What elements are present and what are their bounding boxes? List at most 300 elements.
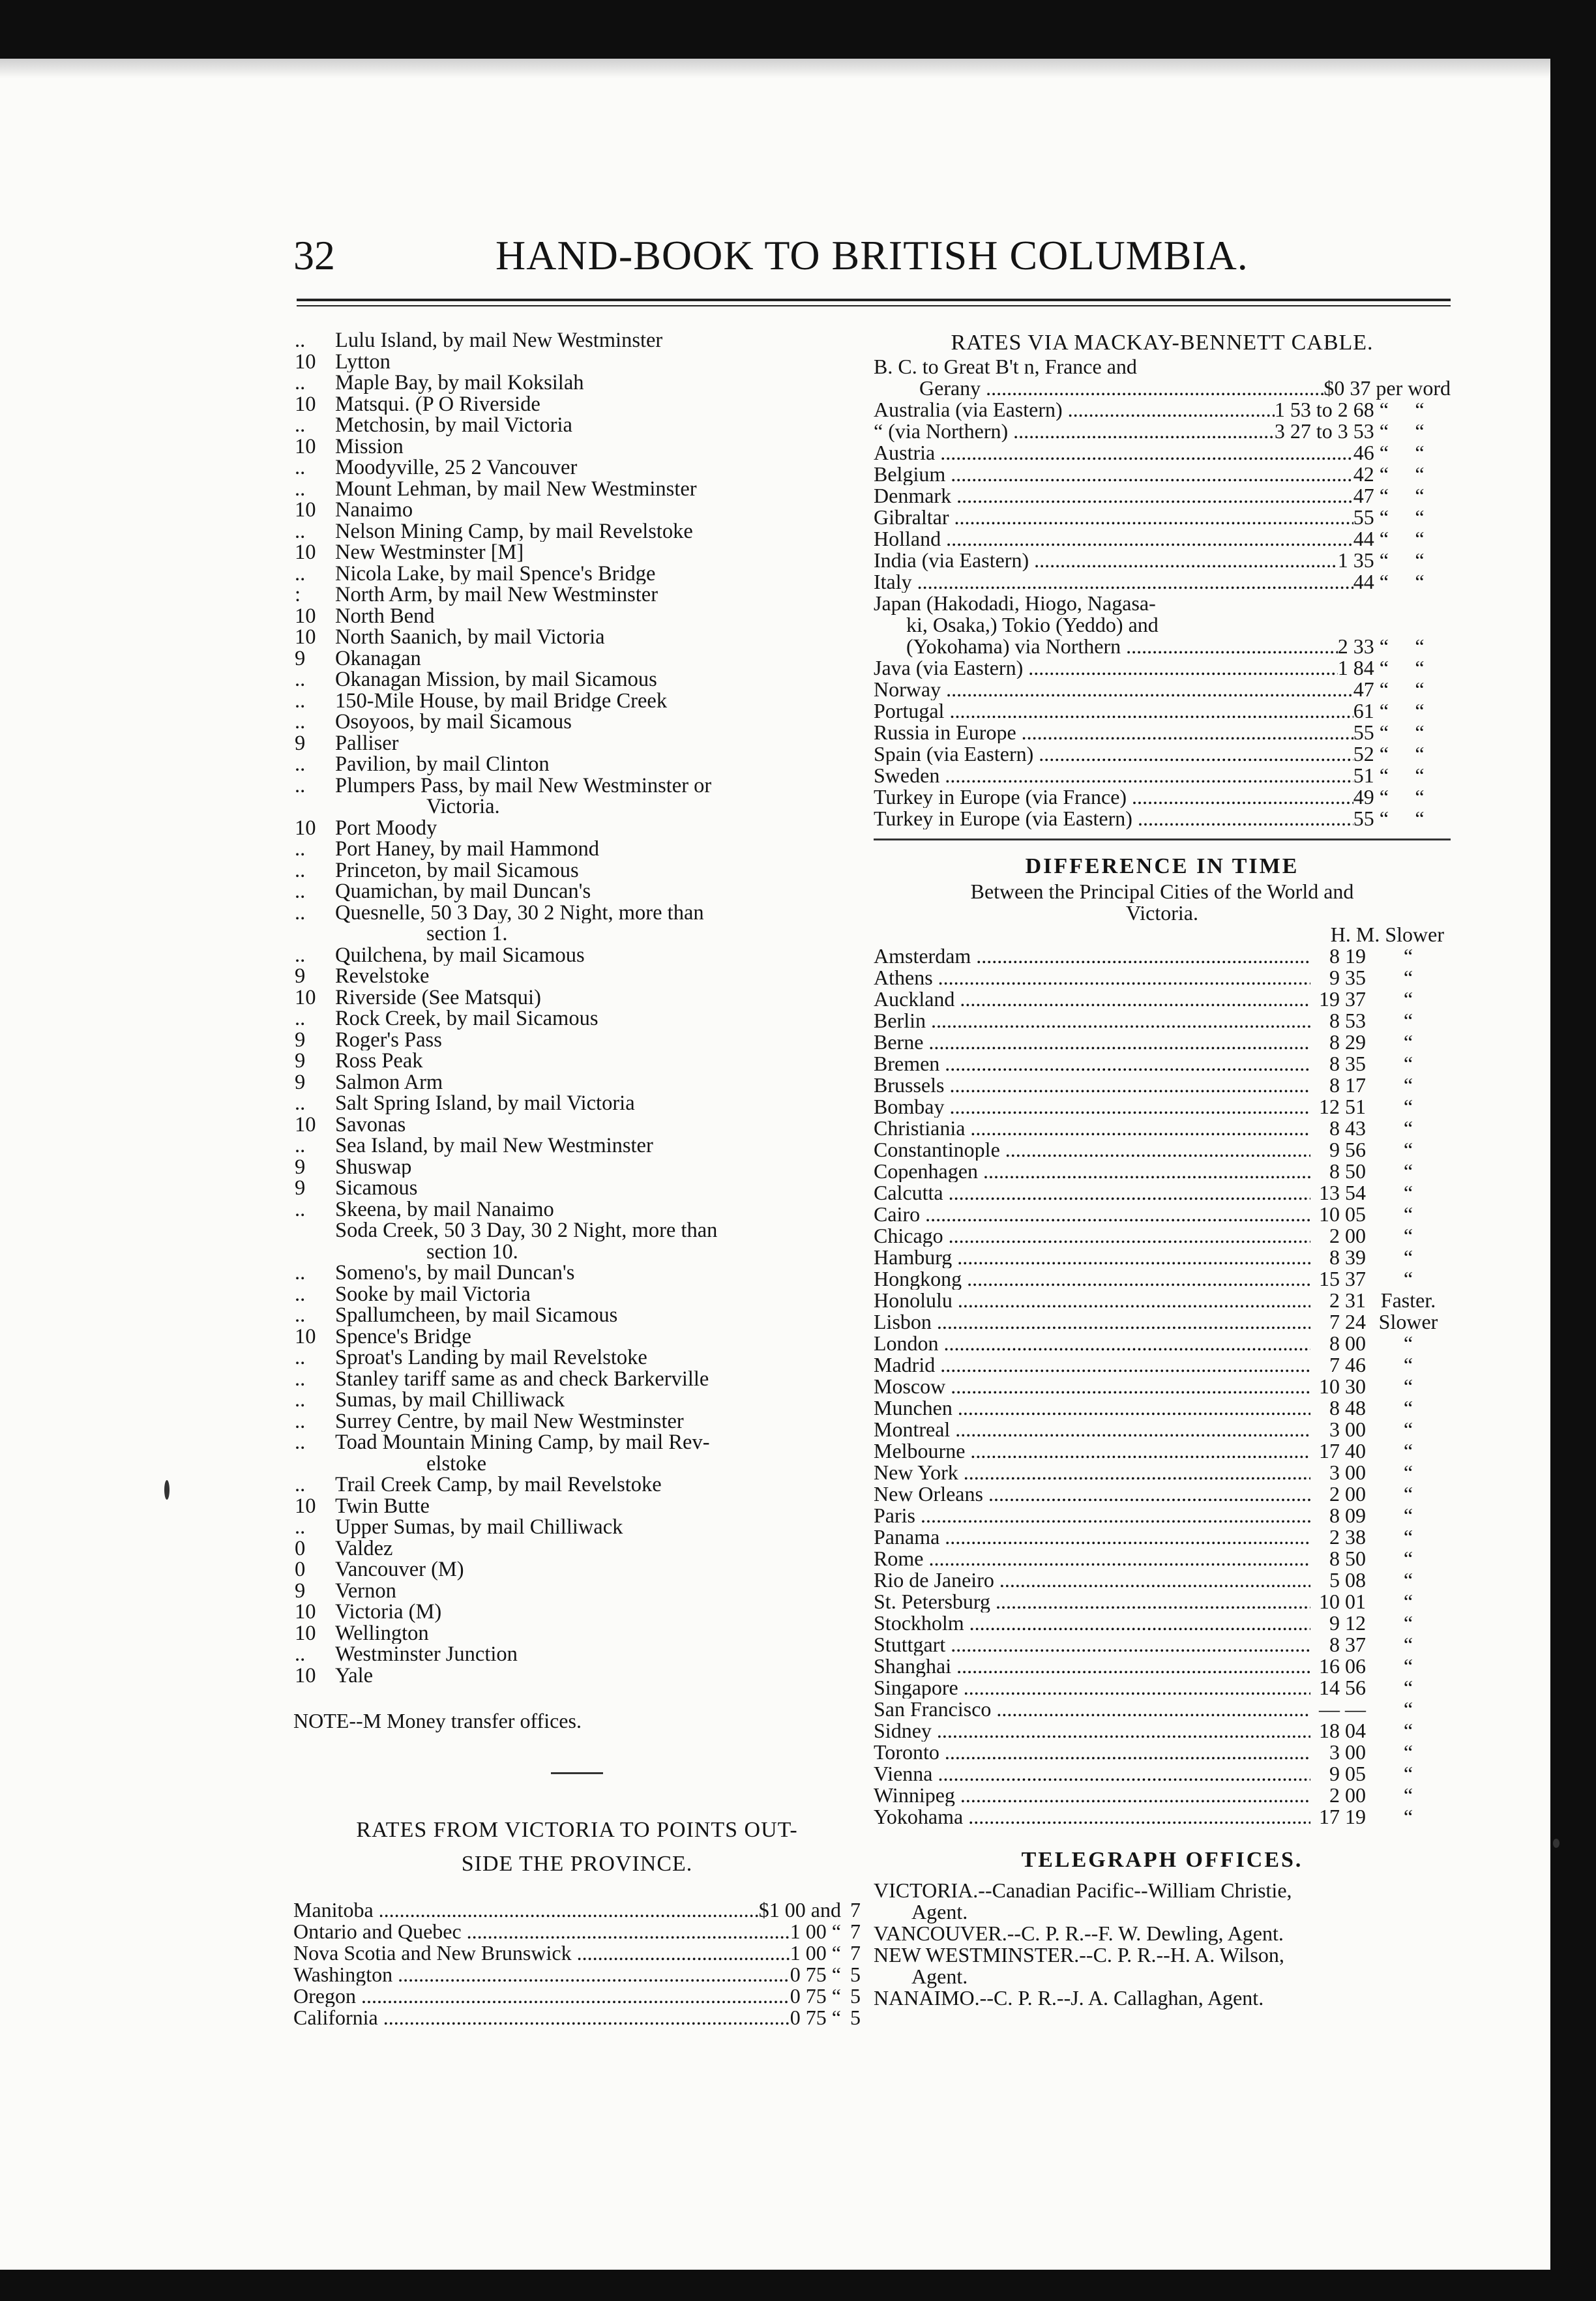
time-row [874, 1548, 1451, 1569]
cable-japan-1: Japan (Hakodadi, Hiogo, Nagasa- [874, 591, 1156, 615]
cable-rate: 42 “ [1353, 462, 1389, 486]
time-hm: 2 00 [1329, 1482, 1366, 1506]
cable-place: India (via Eastern) ..... [874, 550, 1338, 571]
office-place: North Bend [335, 605, 435, 627]
time-city: Hamburg ..... [874, 1247, 1310, 1268]
cable-place: Spain (via Eastern) ..... [874, 743, 1353, 765]
office-entry [293, 1220, 861, 1241]
cable-rate-row [874, 679, 1451, 700]
telegraph-entry [874, 1987, 1451, 2009]
office-entry [293, 1411, 861, 1433]
outside-rate: $1 00 and [758, 1898, 841, 1922]
time-city: Hongkong ..... [874, 1268, 1310, 1290]
office-place: Spallumcheen, by mail Sicamous [335, 1305, 618, 1326]
office-rate: 10 [295, 1495, 316, 1517]
time-hm: 7 46 [1329, 1353, 1366, 1376]
office-entry [293, 775, 861, 797]
office-entry [293, 1538, 861, 1560]
office-rate: .. [295, 1135, 306, 1157]
time-mark: “ [1403, 1482, 1413, 1506]
office-rate: 10 [295, 542, 316, 563]
cable-japan-row [874, 636, 1451, 657]
outside-rate: 1 00 “ [790, 1920, 841, 1943]
cable-place: Denmark ..... [874, 485, 1353, 507]
time-subtitle-2: Victoria. [1126, 901, 1198, 925]
office-entry [293, 1008, 861, 1030]
cable-rate-row [874, 550, 1451, 571]
office-place: Sumas, by mail Chilliwack [335, 1389, 565, 1411]
office-rate: 10 [295, 351, 316, 372]
outside-place: Washington ..... [293, 1964, 790, 1985]
cable-rate: 52 “ [1353, 742, 1389, 765]
telegraph-city: NANAIMO. [874, 1986, 980, 2010]
outside-extra: 5 [850, 1963, 861, 1986]
office-entry [293, 1623, 861, 1644]
office-place: Vancouver (M) [335, 1559, 464, 1581]
cable-rate: 55 “ [1353, 720, 1389, 744]
time-city: London ..... [874, 1333, 1310, 1354]
office-entry [293, 415, 861, 436]
time-hm: 9 12 [1329, 1611, 1366, 1635]
cable-rate: 55 “ [1353, 505, 1389, 529]
time-mark: “ [1403, 1740, 1413, 1764]
office-rate: .. [295, 1093, 306, 1114]
time-hm: 8 43 [1329, 1116, 1366, 1140]
office-place: Port Haney, by mail Hammond [335, 839, 599, 860]
time-hm: 2 00 [1329, 1224, 1366, 1247]
time-mark: “ [1403, 1159, 1413, 1183]
time-city: Vienna ..... [874, 1763, 1310, 1785]
time-mark: “ [1403, 1052, 1413, 1075]
office-entry [293, 372, 861, 394]
cable-place: Gibraltar ..... [874, 507, 1353, 528]
office-place: North Saanich, by mail Victoria [335, 627, 605, 648]
office-place: Palliser [335, 732, 399, 754]
time-row [874, 1053, 1451, 1075]
office-entry [293, 1665, 861, 1687]
office-rate: .. [295, 330, 306, 351]
time-city: Berne ..... [874, 1032, 1310, 1053]
office-place: Upper Sumas, by mail Chilliwack [335, 1517, 623, 1538]
office-entry [293, 966, 861, 987]
office-place: section 1. [426, 923, 508, 945]
outside-rates-title-2: SIDE THE PROVINCE. [461, 1852, 693, 1876]
office-rate: : [295, 584, 301, 606]
time-city: Paris ..... [874, 1505, 1310, 1526]
time-hm: 8 53 [1329, 1009, 1366, 1032]
office-place: Shuswap [335, 1156, 412, 1178]
cable-mark: “ [1415, 419, 1425, 443]
telegraph-cont: Agent. [911, 1965, 968, 1988]
cable-rate: 47 “ [1353, 484, 1389, 507]
time-hm: 10 30 [1319, 1374, 1366, 1398]
cable-rate: 46 “ [1353, 441, 1389, 464]
office-rate: 10 [295, 499, 316, 521]
outside-rate-row [293, 1985, 861, 2007]
time-row [874, 1505, 1451, 1526]
office-entry [293, 394, 861, 415]
scan-edge-bottom [0, 2270, 1596, 2301]
office-entry [293, 1030, 861, 1051]
office-rate: .. [295, 690, 306, 711]
time-row [874, 1225, 1451, 1247]
office-rate: .. [295, 1368, 306, 1389]
time-row [874, 1268, 1451, 1290]
time-row [874, 1677, 1451, 1699]
time-title: DIFFERENCE IN TIME [1025, 854, 1299, 878]
time-row [874, 1720, 1451, 1742]
cable-rule [874, 839, 1451, 840]
time-city: Lisbon ..... [874, 1311, 1310, 1333]
time-city: Panama ..... [874, 1526, 1310, 1548]
time-hm: 3 00 [1329, 1418, 1366, 1441]
office-entry [293, 1072, 861, 1093]
office-place: 150-Mile House, by mail Bridge Creek [335, 690, 668, 711]
cable-mark: “ [1415, 764, 1425, 787]
office-place: Mount Lehman, by mail New Westminster [335, 478, 697, 499]
cable-mark: “ [1415, 505, 1425, 529]
time-row [874, 945, 1451, 967]
office-place: Quilchena, by mail Sicamous [335, 944, 585, 966]
time-hm: 18 04 [1319, 1719, 1366, 1742]
time-hm: 17 40 [1319, 1439, 1366, 1462]
time-hm: 8 09 [1329, 1504, 1366, 1527]
office-rate: .. [295, 1410, 306, 1432]
time-city: Munchen ..... [874, 1397, 1310, 1419]
time-row [874, 1526, 1451, 1548]
office-place: Matsqui. (P O Riverside [335, 393, 540, 415]
cable-mark: “ [1415, 484, 1425, 507]
office-rate: .. [295, 711, 306, 733]
time-row [874, 1139, 1451, 1161]
time-mark: “ [1403, 1073, 1413, 1097]
time-hm: 14 56 [1319, 1676, 1366, 1699]
office-place: Nelson Mining Camp, by mail Revelstoke [335, 520, 693, 542]
time-mark: “ [1403, 1439, 1413, 1462]
time-city: Moscow ..... [874, 1376, 1310, 1397]
outside-place: California ..... [293, 2007, 790, 2028]
time-mark: “ [1403, 1676, 1413, 1699]
time-row [874, 1161, 1451, 1182]
time-city: Shanghai ..... [874, 1655, 1310, 1677]
office-entry [293, 1135, 861, 1157]
cable-rate: 1 53 to 2 68 “ [1274, 398, 1389, 421]
office-rate: .. [295, 859, 306, 881]
office-place: Nanaimo [335, 499, 413, 521]
office-entry [293, 669, 861, 690]
office-rate: 9 [295, 1029, 306, 1050]
time-hm: 3 00 [1329, 1461, 1366, 1484]
office-place: Salmon Arm [335, 1071, 443, 1093]
time-mark: “ [1403, 1697, 1413, 1721]
header-rule-thin [297, 305, 1451, 306]
telegraph-line [874, 1923, 1451, 1944]
time-row [874, 1075, 1451, 1096]
telegraph-cont: Agent. [911, 1900, 968, 1923]
office-entry [293, 754, 861, 775]
office-entry [293, 1093, 861, 1114]
office-place: Vernon [335, 1580, 396, 1601]
office-rate: 10 [295, 1114, 316, 1135]
office-entry [293, 1305, 861, 1326]
office-place: Victoria. [426, 796, 500, 818]
telegraph-city: NEW WESTMINSTER. [874, 1943, 1080, 1967]
cable-japan-rate: 2 33 “ [1337, 634, 1389, 658]
telegraph-entry [874, 1880, 1451, 1923]
office-place: Stanley tariff same as and check Barkerville [335, 1368, 709, 1389]
cable-place: Turkey in Europe (via Eastern) ..... [874, 808, 1353, 829]
time-mark: “ [1403, 1202, 1413, 1226]
cable-rate: 1 84 “ [1337, 656, 1389, 679]
time-mark: “ [1403, 1805, 1413, 1828]
time-row [874, 1483, 1451, 1505]
cable-intro: B. C. to Great B't n, France and [874, 355, 1137, 378]
telegraph-line [874, 1987, 1451, 2009]
time-mark: “ [1403, 1030, 1413, 1054]
time-row [874, 1742, 1451, 1763]
office-entry [293, 499, 861, 521]
office-rate: 10 [295, 436, 316, 457]
office-rate: 9 [295, 1156, 306, 1178]
time-city: Winnipeg ..... [874, 1785, 1310, 1806]
office-rate: 9 [295, 647, 306, 669]
office-rate: 10 [295, 605, 316, 627]
telegraph-text: --C. P. R.--J. A. Callaghan, Agent. [979, 1986, 1264, 2010]
office-rate: 0 [295, 1537, 306, 1559]
outside-rate: 0 75 “ [790, 2006, 841, 2029]
office-entry [293, 860, 861, 882]
section-divider [551, 1772, 603, 1774]
office-place: Maple Bay, by mail Koksilah [335, 372, 584, 394]
office-place: Spence's Bridge [335, 1326, 471, 1347]
telegraph-line [874, 1944, 1451, 1966]
time-row [874, 1096, 1451, 1118]
outside-extra: 7 [850, 1898, 861, 1922]
time-city: Singapore ..... [874, 1677, 1310, 1699]
office-place: Lytton [335, 351, 391, 372]
time-row [874, 1118, 1451, 1139]
cable-intro-row [874, 378, 1451, 399]
telegraph-text: --C. P. R.--F. W. Dewling, Agent. [1007, 1922, 1284, 1945]
office-place: Moodyville, 25 2 Vancouver [335, 457, 578, 479]
time-hm: 5 08 [1329, 1568, 1366, 1592]
time-hm: 8 00 [1329, 1331, 1366, 1355]
cable-rate: 49 “ [1353, 785, 1389, 809]
time-mark: “ [1403, 1374, 1413, 1398]
time-row [874, 1376, 1451, 1397]
office-place: Port Moody [335, 817, 437, 839]
time-hm: 13 54 [1319, 1181, 1366, 1204]
office-place: Metchosin, by mail Victoria [335, 415, 572, 436]
time-row [874, 1247, 1451, 1268]
outside-extra: 5 [850, 2006, 861, 2029]
time-city: Amsterdam ..... [874, 945, 1310, 967]
time-hm: 2 31 [1329, 1288, 1366, 1312]
time-city: Berlin ..... [874, 1010, 1310, 1032]
time-hm: 8 50 [1329, 1159, 1366, 1183]
outside-extra: 7 [850, 1941, 861, 1965]
time-city: Stockholm ..... [874, 1612, 1310, 1634]
cable-mark: “ [1415, 720, 1425, 744]
cable-mark: “ [1415, 699, 1425, 722]
office-entry [293, 1157, 861, 1178]
time-row [874, 1785, 1451, 1806]
office-entry [293, 351, 861, 373]
time-mark: “ [1403, 1633, 1413, 1656]
office-place: Nicola Lake, by mail Spence's Bridge [335, 563, 656, 584]
time-mark: “ [1403, 1762, 1413, 1785]
time-row [874, 1311, 1451, 1333]
office-place: Osoyoos, by mail Sicamous [335, 711, 572, 733]
office-entry [293, 1114, 861, 1136]
time-city: New York ..... [874, 1462, 1310, 1483]
time-hm: 8 50 [1329, 1547, 1366, 1570]
time-city: Sidney ..... [874, 1720, 1310, 1742]
outside-rate-row [293, 2007, 861, 2028]
time-city: Rio de Janeiro ..... [874, 1569, 1310, 1591]
office-place: Sproat's Landing by mail Revelstoke [335, 1347, 647, 1369]
office-entry [293, 923, 861, 945]
time-mark: “ [1403, 1547, 1413, 1570]
telegraph-text: --C. P. R.--H. A. Wilson, [1079, 1943, 1284, 1967]
cable-rate-row [874, 743, 1451, 765]
time-hm: 9 56 [1329, 1138, 1366, 1161]
time-row [874, 1591, 1451, 1612]
outside-rates-title-1: RATES FROM VICTORIA TO POINTS OUT- [356, 1818, 798, 1842]
office-entry [293, 711, 861, 733]
time-hm: 16 06 [1319, 1654, 1366, 1678]
time-mark: “ [1403, 987, 1413, 1011]
time-city: Christiania ..... [874, 1118, 1310, 1139]
office-rate: 10 [295, 627, 316, 648]
scan-speck [164, 1480, 170, 1500]
time-column-head: H. M. Slower [1330, 923, 1444, 946]
time-hm: 3 00 [1329, 1740, 1366, 1764]
office-place: Savonas [335, 1114, 406, 1135]
time-subtitle-1: Between the Principal Cities of the World and [970, 880, 1354, 903]
time-row [874, 1204, 1451, 1225]
time-mark: “ [1403, 1396, 1413, 1419]
cable-rate: 55 “ [1353, 807, 1389, 830]
office-rate: .. [295, 902, 306, 923]
office-place: Westminster Junction [335, 1644, 518, 1665]
cable-mark: “ [1415, 785, 1425, 809]
time-city: Stuttgart ..... [874, 1634, 1310, 1655]
time-city: Calcutta ..... [874, 1182, 1310, 1204]
office-rate: .. [295, 1347, 306, 1369]
time-mark: “ [1403, 944, 1413, 968]
cable-mark: “ [1415, 742, 1425, 765]
office-entry [293, 987, 861, 1009]
cable-rate-row [874, 442, 1451, 464]
office-rate: .. [295, 415, 306, 436]
office-rate: .. [295, 563, 306, 584]
office-place: Mission [335, 436, 404, 457]
outside-place: Ontario and Quebec ..... [293, 1921, 790, 1942]
office-entry [293, 902, 861, 924]
cable-place: Italy ..... [874, 571, 1353, 593]
time-city: Montreal ..... [874, 1419, 1310, 1440]
time-row [874, 1333, 1451, 1354]
time-mark: “ [1403, 1461, 1413, 1484]
office-place: Rock Creek, by mail Sicamous [335, 1008, 598, 1030]
office-place: Soda Creek, 50 3 Day, 30 2 Night, more than [335, 1220, 718, 1241]
time-mark: “ [1403, 1568, 1413, 1592]
outside-extra: 7 [850, 1920, 861, 1943]
time-hm: 8 37 [1329, 1633, 1366, 1656]
office-entry [293, 1432, 861, 1453]
scan-edge-top [0, 0, 1596, 59]
time-row [874, 1699, 1451, 1720]
time-hm: 15 37 [1319, 1267, 1366, 1290]
office-entry [293, 1559, 861, 1581]
office-rate [293, 923, 335, 945]
office-entry [293, 1517, 861, 1538]
outside-rate: 1 00 “ [790, 1941, 841, 1965]
office-rate: 10 [295, 1622, 316, 1644]
time-mark: “ [1403, 1095, 1413, 1118]
time-row [874, 1010, 1451, 1032]
office-rate: 10 [295, 1326, 316, 1347]
cable-mark: “ [1415, 398, 1425, 421]
office-rate: .. [295, 1008, 306, 1030]
office-place: Wellington [335, 1622, 429, 1644]
office-entry [293, 563, 861, 585]
time-hm: 8 48 [1329, 1396, 1366, 1419]
office-entry [293, 690, 861, 712]
time-mark: “ [1403, 1525, 1413, 1549]
office-entry [293, 1496, 861, 1517]
time-row [874, 1462, 1451, 1483]
time-mark: Faster. [1380, 1288, 1436, 1312]
cable-place: Austria ..... [874, 442, 1353, 464]
cable-rates-table [874, 399, 1451, 593]
time-row [874, 1763, 1451, 1785]
office-rate: .. [295, 478, 306, 499]
time-city: Madrid ..... [874, 1354, 1310, 1376]
outside-rate-row [293, 1899, 861, 1921]
cable-rate: 61 “ [1353, 699, 1389, 722]
office-rate: .. [295, 520, 306, 542]
office-entry [293, 627, 861, 648]
office-entry [293, 1050, 861, 1072]
office-place: Sicamous [335, 1178, 418, 1199]
page-title: HAND-BOOK TO BRITISH COLUMBIA. [495, 232, 1249, 278]
office-rate: 9 [295, 732, 306, 754]
cable-rate: 44 “ [1353, 570, 1389, 593]
time-row [874, 988, 1451, 1010]
office-place: Princeton, by mail Sicamous [335, 859, 579, 881]
office-rate [293, 1220, 335, 1241]
outside-rate-row [293, 1964, 861, 1985]
office-place: Sooke by mail Victoria [335, 1283, 531, 1305]
cable-rate-row [874, 722, 1451, 743]
time-mark: “ [1403, 1116, 1413, 1140]
cable-place: Belgium ..... [874, 464, 1353, 485]
outside-rate: 0 75 “ [790, 1963, 841, 1986]
office-rate [293, 1453, 335, 1475]
cable-rate-row [874, 786, 1451, 808]
office-rate: 10 [295, 1665, 316, 1686]
office-place: Victoria (M) [335, 1601, 442, 1623]
time-row [874, 1182, 1451, 1204]
time-mark: Slower [1378, 1310, 1438, 1333]
time-row [874, 1354, 1451, 1376]
office-place: Pavilion, by mail Clinton [335, 754, 550, 775]
outside-rates-table [293, 1899, 861, 2028]
time-city: San Francisco ..... [874, 1699, 1310, 1720]
time-city: Auckland ..... [874, 988, 1310, 1010]
